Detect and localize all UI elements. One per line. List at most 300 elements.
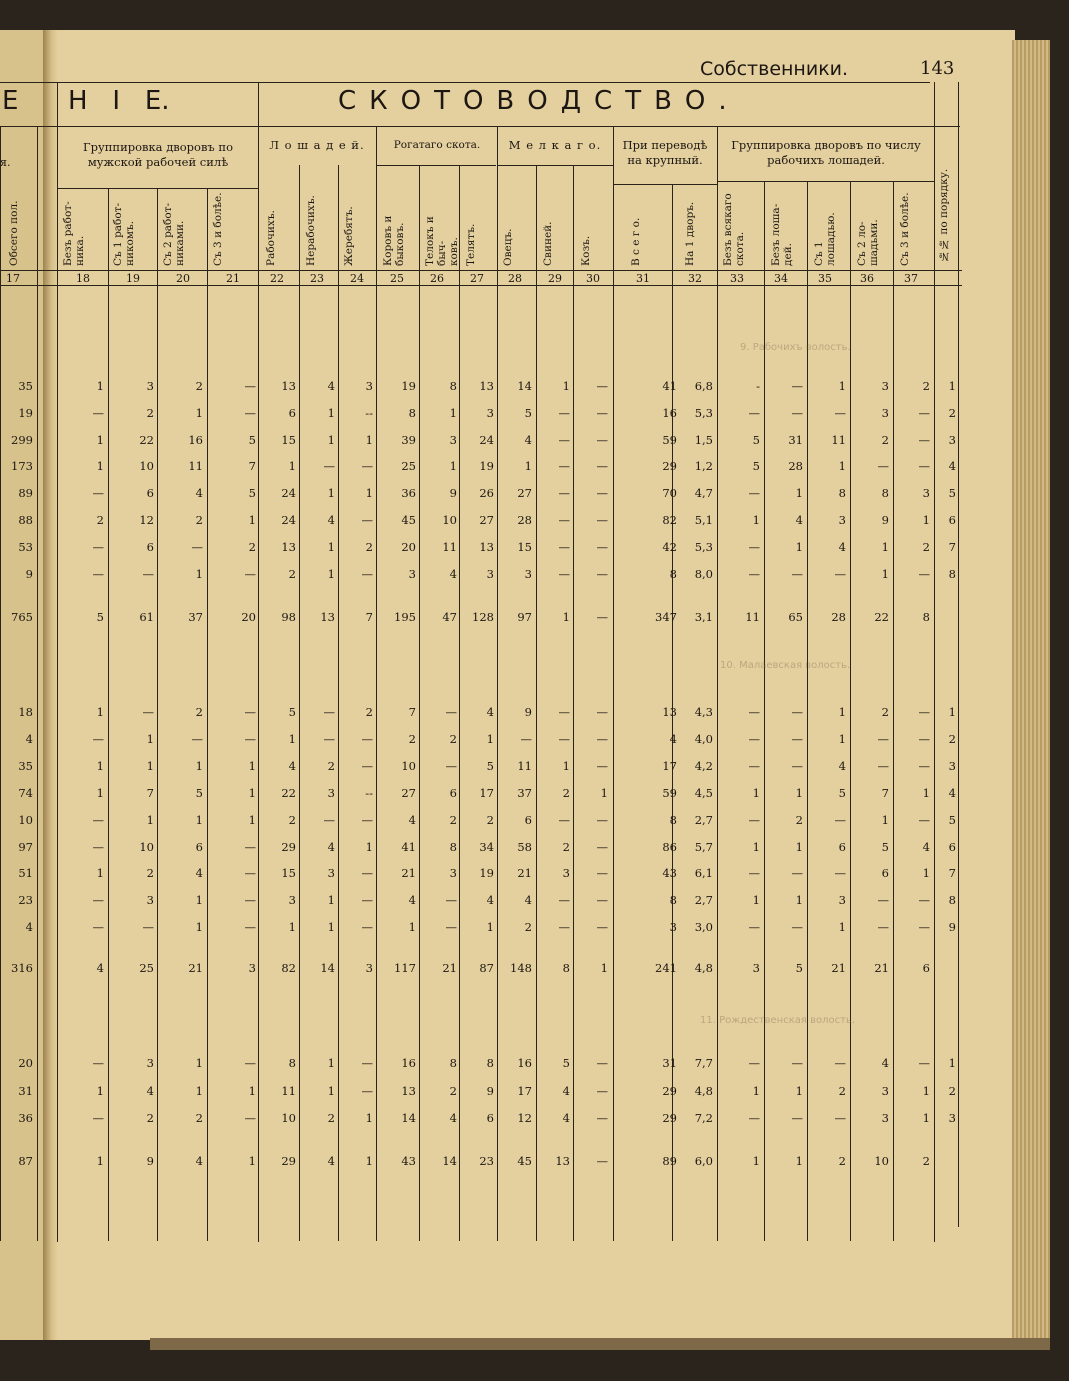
table-cell: 8 <box>288 1056 296 1070</box>
column-number: 36 <box>860 272 874 285</box>
table-cell: 4 <box>327 513 335 527</box>
table-cell: 37 <box>188 610 203 624</box>
table-cell: 3 <box>248 961 256 975</box>
table-cell: 5 <box>752 459 760 473</box>
table-cell: 6,1 <box>694 866 713 880</box>
table-cell: 1 <box>881 540 889 554</box>
table-cell: — <box>244 406 256 420</box>
table-cell: — <box>791 1111 803 1125</box>
table-cell: 15 <box>281 433 296 447</box>
table-cell: 10 <box>401 759 416 773</box>
table-cell: — <box>748 406 760 420</box>
table-cell: 58 <box>517 840 532 854</box>
table-cell: 1 <box>795 486 803 500</box>
convert-group-rule <box>613 184 717 185</box>
table-cell: — <box>596 759 608 773</box>
table-cell: — <box>596 459 608 473</box>
table-cell: 86 <box>662 840 677 854</box>
column-header-order: №№ по порядку. <box>938 168 950 262</box>
table-cell: 4 <box>524 893 532 907</box>
table-cell: 31 <box>788 433 803 447</box>
table-cell: — <box>791 567 803 581</box>
table-cell: — <box>918 920 930 934</box>
table-cell: 4 <box>449 567 457 581</box>
table-cell: 19 <box>479 866 494 880</box>
table-cell: 4 <box>486 705 494 719</box>
table-cell: — <box>92 1111 104 1125</box>
table-cell: 4 <box>146 1084 154 1098</box>
column-number: 18 <box>76 272 90 285</box>
table-cell: 5 <box>524 406 532 420</box>
table-cell: 5 <box>195 786 203 800</box>
table-cell: 3,0 <box>694 920 713 934</box>
table-cell: 23 <box>479 1154 494 1168</box>
table-cell: 7 <box>948 866 956 880</box>
column-header-20: Съ 2 работ- никами. <box>162 202 186 266</box>
bleed-through-text: 11. Рождественская волость. <box>700 1015 855 1026</box>
table-cell: 2 <box>449 1084 457 1098</box>
table-cell: 1 <box>408 920 416 934</box>
table-cell: 70 <box>662 486 677 500</box>
table-cell: 1 <box>948 1056 956 1070</box>
table-cell: — <box>558 893 570 907</box>
table-cell: — <box>791 920 803 934</box>
table-cell: 3 <box>838 893 846 907</box>
table-cell: — <box>918 406 930 420</box>
table-cell: 2 <box>195 1111 203 1125</box>
table-cell: 1 <box>327 486 335 500</box>
table-cell: 5,3 <box>694 406 713 420</box>
page-number: 143 <box>920 58 955 79</box>
table-cell: 1 <box>795 540 803 554</box>
table-cell: 29 <box>281 1154 296 1168</box>
column-number: 37 <box>904 272 918 285</box>
table-cell: 1 <box>195 406 203 420</box>
table-cell: 4,5 <box>694 786 713 800</box>
table-cell: 21 <box>188 961 203 975</box>
table-cell: — <box>596 1154 608 1168</box>
table-cell: — <box>244 1056 256 1070</box>
table-cell: — <box>596 732 608 746</box>
table-cell: 2 <box>881 705 889 719</box>
table-cell: -- <box>365 786 373 800</box>
table-cell: 3 <box>669 920 677 934</box>
table-cell: 4 <box>288 759 296 773</box>
column-number: 21 <box>226 272 240 285</box>
column-header-37: Съ 3 и болѣе. <box>899 192 911 266</box>
table-cell: — <box>92 486 104 500</box>
bleed-through-text: 10. Малаевская волость. <box>720 660 851 671</box>
table-cell: — <box>361 1056 373 1070</box>
table-cell: 2 <box>922 1154 930 1168</box>
table-cell: — <box>748 1111 760 1125</box>
table-cell: 37 <box>517 786 532 800</box>
table-cell: 1 <box>881 567 889 581</box>
table-cell: 12 <box>517 1111 532 1125</box>
table-cell: 4 <box>948 459 956 473</box>
table-cell: 3 <box>948 1111 956 1125</box>
table-cell: — <box>323 813 335 827</box>
table-cell: 9 <box>948 920 956 934</box>
table-cell: 1,2 <box>694 459 713 473</box>
table-cell: 3 <box>327 786 335 800</box>
table-cell: 1 <box>795 1084 803 1098</box>
table-cell: — <box>361 920 373 934</box>
table-cell: 4 <box>195 866 203 880</box>
table-cell: 1 <box>248 513 256 527</box>
table-cell: 5 <box>248 486 256 500</box>
column-header-23: Нерабочихъ. <box>305 195 317 266</box>
table-cell: — <box>558 920 570 934</box>
table-cell: — <box>834 813 846 827</box>
table-cell: — <box>445 893 457 907</box>
table-cell: 1 <box>922 1111 930 1125</box>
table-cell: 2,7 <box>694 893 713 907</box>
table-cell: 13 <box>320 610 335 624</box>
table-cell: 25 <box>401 459 416 473</box>
table-cell: 1 <box>795 840 803 854</box>
table-cell: 1 <box>365 486 373 500</box>
table-cell: — <box>558 433 570 447</box>
table-cell: 4,0 <box>694 732 713 746</box>
column-header-18: Безъ работ- ника. <box>62 201 86 266</box>
table-cell: 9 <box>449 486 457 500</box>
table-cell: — <box>596 513 608 527</box>
table-cell: 1 <box>327 893 335 907</box>
table-cell: 2 <box>327 1111 335 1125</box>
table-cell: 2 <box>288 813 296 827</box>
col-rule <box>613 126 614 1241</box>
column-number: 17 <box>6 272 20 285</box>
table-cell: 1 <box>248 813 256 827</box>
table-cell: 2,7 <box>694 813 713 827</box>
table-cell: 3 <box>449 866 457 880</box>
table-cell: 2 <box>248 540 256 554</box>
table-cell: 1 <box>195 893 203 907</box>
table-cell: 8 <box>948 567 956 581</box>
table-cell: 1 <box>327 540 335 554</box>
table-cell: 3 <box>327 866 335 880</box>
table-cell: 4,7 <box>694 486 713 500</box>
table-cell: 87 <box>18 1154 33 1168</box>
table-cell: 10 <box>442 513 457 527</box>
table-cell: 1 <box>881 813 889 827</box>
table-cell: 15 <box>517 540 532 554</box>
table-cell: 89 <box>18 486 33 500</box>
column-number: 20 <box>176 272 190 285</box>
table-cell: 3 <box>881 379 889 393</box>
column-header-31: В с е г о. <box>630 217 642 266</box>
table-cell: — <box>596 486 608 500</box>
table-cell: 8 <box>669 813 677 827</box>
table-cell: 29 <box>662 1111 677 1125</box>
table-cell: 128 <box>472 610 494 624</box>
table-cell: 13 <box>555 1154 570 1168</box>
table-cell: — <box>244 705 256 719</box>
table-cell: 2 <box>922 540 930 554</box>
table-cell: — <box>918 1056 930 1070</box>
table-cell: 16 <box>662 406 677 420</box>
table-cell: 1 <box>365 1154 373 1168</box>
table-cell: 4 <box>449 1111 457 1125</box>
table-cell: 3 <box>449 433 457 447</box>
table-cell: — <box>92 920 104 934</box>
table-cell: 1 <box>146 732 154 746</box>
table-cell: 20 <box>18 1056 33 1070</box>
table-cell: 1 <box>146 813 154 827</box>
table-cell: 1 <box>600 786 608 800</box>
table-cell: 241 <box>655 961 677 975</box>
table-cell: 45 <box>401 513 416 527</box>
table-cell: — <box>877 893 889 907</box>
table-cell: — <box>92 567 104 581</box>
table-cell: 9 <box>25 567 33 581</box>
table-cell: 5 <box>248 433 256 447</box>
table-cell: 1 <box>948 379 956 393</box>
table-cell: — <box>596 379 608 393</box>
table-cell: — <box>361 1084 373 1098</box>
table-cell: 1 <box>327 920 335 934</box>
table-cell: 4 <box>838 540 846 554</box>
table-cell: 1 <box>795 786 803 800</box>
table-cell: 1 <box>752 1084 760 1098</box>
table-cell: 1 <box>96 1154 104 1168</box>
table-cell: 148 <box>510 961 532 975</box>
table-cell: 8 <box>408 406 416 420</box>
table-cell: 28 <box>831 610 846 624</box>
column-number: 30 <box>586 272 600 285</box>
table-cell: 5 <box>948 486 956 500</box>
table-cell: 1 <box>486 732 494 746</box>
table-cell: 1 <box>288 920 296 934</box>
table-cell: 28 <box>788 459 803 473</box>
table-cell: 1 <box>96 759 104 773</box>
table-cell: 27 <box>479 513 494 527</box>
table-cell: 3 <box>948 433 956 447</box>
table-cell: 8 <box>449 840 457 854</box>
table-cell: 5 <box>795 961 803 975</box>
table-cell: 22 <box>139 433 154 447</box>
table-cell: 2 <box>146 866 154 880</box>
table-cell: 4 <box>838 759 846 773</box>
table-cell: — <box>558 705 570 719</box>
table-cell: 1 <box>365 433 373 447</box>
table-cell: 19 <box>401 379 416 393</box>
table-cell: — <box>834 567 846 581</box>
table-cell: — <box>323 732 335 746</box>
table-cell: 2 <box>562 786 570 800</box>
table-cell: 1 <box>195 1084 203 1098</box>
table-cell: 17 <box>517 1084 532 1098</box>
table-cell: 1 <box>248 1154 256 1168</box>
table-cell: 29 <box>662 459 677 473</box>
table-cell: 13 <box>281 379 296 393</box>
table-cell: 3 <box>881 1084 889 1098</box>
table-cell: 24 <box>281 513 296 527</box>
col-rule <box>536 165 537 1241</box>
table-cell: 36 <box>18 1111 33 1125</box>
table-cell: 16 <box>188 433 203 447</box>
table-cell: 3 <box>948 759 956 773</box>
table-cell: 21 <box>831 961 846 975</box>
table-cell: 5 <box>948 813 956 827</box>
table-cell: 3 <box>922 486 930 500</box>
column-header-36: Съ 2 ло- шадьми. <box>856 219 880 266</box>
left-cut-label: я. <box>0 156 11 169</box>
column-number: 22 <box>270 272 284 285</box>
table-cell: -- <box>365 406 373 420</box>
table-cell: — <box>596 610 608 624</box>
table-cell: — <box>596 406 608 420</box>
table-cell: 1 <box>922 1084 930 1098</box>
table-cell: 1 <box>96 786 104 800</box>
table-cell: — <box>877 459 889 473</box>
table-cell: 2 <box>195 513 203 527</box>
table-cell: 4,8 <box>694 1084 713 1098</box>
table-cell: — <box>244 732 256 746</box>
column-header-29: Свиней. <box>542 221 554 266</box>
table-cell: 20 <box>241 610 256 624</box>
table-cell: 6,0 <box>694 1154 713 1168</box>
table-cell: 4 <box>327 379 335 393</box>
table-cell: 4,3 <box>694 705 713 719</box>
table-cell: 20 <box>401 540 416 554</box>
column-header-19: Съ 1 работ- никомъ. <box>112 202 136 266</box>
col-rule <box>717 126 718 1241</box>
table-cell: 1 <box>752 513 760 527</box>
table-cell: — <box>445 705 457 719</box>
column-header-34: Безъ лоша- дей. <box>770 203 794 266</box>
col-rule <box>419 165 420 1241</box>
table-cell: — <box>92 840 104 854</box>
table-cell: 8 <box>562 961 570 975</box>
table-cell: 11 <box>831 433 846 447</box>
table-cell: 65 <box>788 610 803 624</box>
table-cell: 2 <box>948 732 956 746</box>
horse-groups-rule <box>718 181 934 182</box>
table-cell: 3 <box>486 406 494 420</box>
column-number: 19 <box>126 272 140 285</box>
table-cell: 8 <box>486 1056 494 1070</box>
table-cell: — <box>445 759 457 773</box>
table-cell: 89 <box>662 1154 677 1168</box>
table-cell: — <box>244 1111 256 1125</box>
group-male-force: Группировка дворовъ по мужской рабочей силѣ <box>83 140 233 169</box>
table-cell: — <box>558 406 570 420</box>
table-cell: 1 <box>752 893 760 907</box>
table-cell: 2 <box>96 513 104 527</box>
table-cell: — <box>520 732 532 746</box>
table-cell: 10 <box>281 1111 296 1125</box>
col-rule <box>207 188 208 1241</box>
table-cell: 1 <box>562 759 570 773</box>
table-cell: 43 <box>401 1154 416 1168</box>
column-header-32: На 1 дворъ. <box>684 201 696 266</box>
table-cell: 1 <box>327 1084 335 1098</box>
table-cell: 3 <box>146 893 154 907</box>
table-cell: 1 <box>365 840 373 854</box>
table-cell: 1 <box>562 610 570 624</box>
table-cell: 6 <box>922 961 930 975</box>
table-cell: 4 <box>562 1111 570 1125</box>
table-cell: — <box>918 705 930 719</box>
table-cell: 1 <box>248 759 256 773</box>
table-cell: 2 <box>922 379 930 393</box>
table-cell: — <box>791 759 803 773</box>
column-number: 24 <box>350 272 364 285</box>
table-cell: 29 <box>281 840 296 854</box>
table-cell: 8 <box>838 486 846 500</box>
table-cell: — <box>748 486 760 500</box>
column-header-35: Съ 1 лошадью. <box>813 212 837 266</box>
group-horse-groups: Группировка дворовъ по числу рабочихъ лошадей. <box>731 138 921 167</box>
table-cell: 3 <box>365 961 373 975</box>
table-cell: 2 <box>408 732 416 746</box>
table-cell: — <box>596 567 608 581</box>
table-cell: — <box>918 732 930 746</box>
table-cell: 1 <box>195 567 203 581</box>
table-cell: 1 <box>600 961 608 975</box>
table-cell: — <box>361 813 373 827</box>
table-cell: — <box>191 540 203 554</box>
table-cell: 1 <box>922 513 930 527</box>
table-cell: 11 <box>442 540 457 554</box>
table-cell: — <box>596 893 608 907</box>
title-rule <box>0 126 960 127</box>
table-cell: 16 <box>517 1056 532 1070</box>
column-header-24: Жеребятъ. <box>343 206 355 266</box>
table-cell: 1 <box>752 1154 760 1168</box>
table-cell: 6,8 <box>694 379 713 393</box>
col-rule <box>108 188 109 1241</box>
table-cell: 1 <box>752 786 760 800</box>
table-cell: 1 <box>838 920 846 934</box>
column-number: 29 <box>548 272 562 285</box>
table-cell: — <box>244 567 256 581</box>
table-cell: 13 <box>479 379 494 393</box>
table-cell: 11 <box>745 610 760 624</box>
table-cell: 2 <box>195 705 203 719</box>
table-cell: — <box>558 486 570 500</box>
table-cell: 14 <box>442 1154 457 1168</box>
table-cell: 1 <box>248 786 256 800</box>
table-cell: 6 <box>524 813 532 827</box>
table-cell: 1 <box>365 1111 373 1125</box>
section-title: Собственники. <box>700 58 849 80</box>
table-cell: — <box>877 732 889 746</box>
table-cell: 1 <box>96 705 104 719</box>
table-cell: 3 <box>881 406 889 420</box>
table-cell: 5 <box>752 433 760 447</box>
table-cell: 6 <box>486 1111 494 1125</box>
table-cell: 12 <box>139 513 154 527</box>
col-rule <box>958 82 959 1227</box>
table-cell: 1 <box>795 1154 803 1168</box>
table-cell: 88 <box>18 513 33 527</box>
table-cell: 7 <box>248 459 256 473</box>
table-cell: — <box>596 813 608 827</box>
subheader-rule <box>58 188 258 189</box>
table-cell: — <box>748 540 760 554</box>
table-cell: 3,1 <box>694 610 713 624</box>
table-cell: 1 <box>562 379 570 393</box>
table-cell: 4 <box>948 786 956 800</box>
table-cell: — <box>92 813 104 827</box>
table-cell: 8 <box>948 893 956 907</box>
col-rule <box>157 188 158 1241</box>
table-cell: 24 <box>479 433 494 447</box>
table-cell: — <box>918 459 930 473</box>
